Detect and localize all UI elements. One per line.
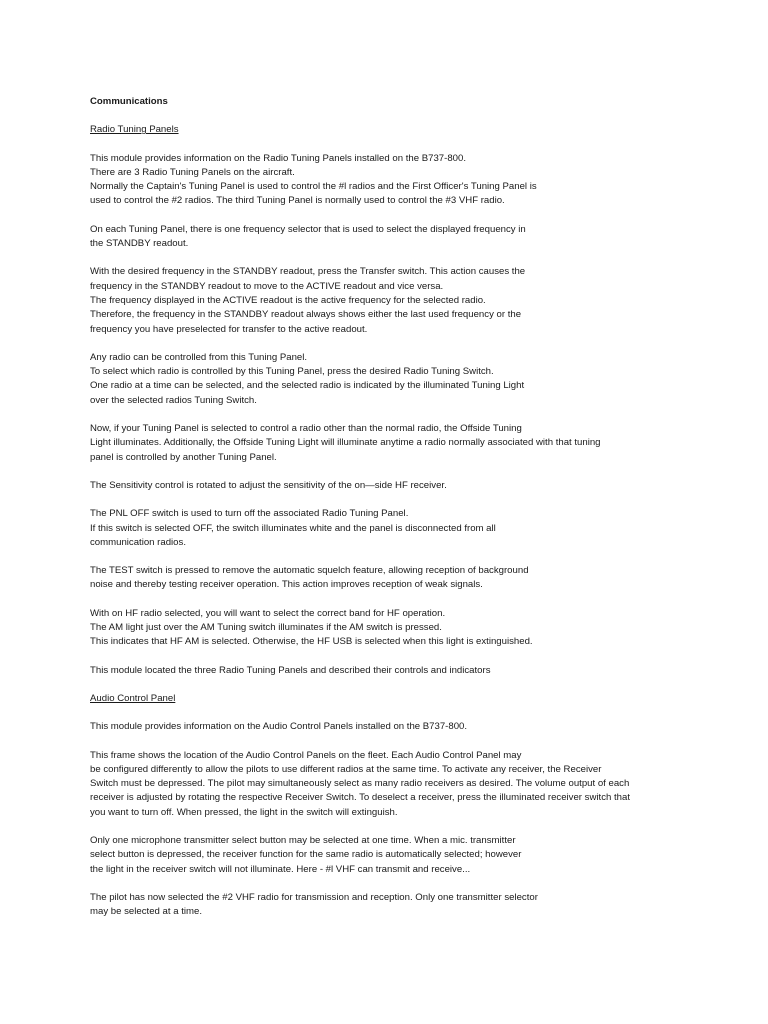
- text-line: the STANDBY readout.: [90, 238, 189, 250]
- text-line: This module provides information on the Audio Control Panels installed on the B737-800.: [90, 721, 468, 733]
- text-line: This frame shows the location of the Audio Control Panels on the fleet. Each Audio Control Panel may: [90, 749, 522, 761]
- text-line: Normally the Captain's Tuning Panel is used to control the #l radios and the First Officer's Tuning Panel is: [90, 181, 537, 193]
- paragraph: [90, 891, 708, 920]
- text-line: be configured differently to allow the pilots to use different radios at the same time. To activate any receiver, the Receiver: [90, 763, 602, 775]
- paragraph: [90, 265, 708, 336]
- paragraph: [90, 507, 708, 550]
- text-line: There are 3 Radio Tuning Panels on the aircraft.: [90, 166, 295, 178]
- document-title: Communications: [90, 96, 168, 107]
- text-line: The PNL OFF switch is used to turn off the associated Radio Tuning Panel.: [90, 508, 409, 520]
- text-line: Light illuminates. Additionally, the Offside Tuning Light will illuminate anytime a radio normally associated with that tuning: [90, 437, 601, 449]
- section-audio-control-panel: [90, 692, 708, 920]
- text-line: The pilot has now selected the #2 VHF radio for transmission and reception. Only one transmitter selector: [90, 891, 538, 903]
- text-line: With the desired frequency in the STANDBY readout, press the Transfer switch. This action causes the: [90, 266, 526, 278]
- paragraph: [90, 223, 708, 252]
- paragraph: [90, 749, 708, 820]
- text-line: communication radios.: [90, 536, 186, 548]
- text-line: The Sensitivity control is rotated to adjust the sensitivity of the on—side HF receiver.: [90, 479, 447, 491]
- section-heading: Audio Control Panel: [90, 692, 176, 704]
- text-line: With on HF radio selected, you will want to select the correct band for HF operation.: [90, 607, 446, 619]
- text-line: Now, if your Tuning Panel is selected to control a radio other than the normal radio, the Offside Tuning: [90, 423, 522, 435]
- text-line: you want to turn off. When pressed, the light in the switch will extinguish.: [90, 806, 398, 818]
- text-line: This module located the three Radio Tuning Panels and described their controls and indicators: [90, 664, 491, 676]
- paragraph: [90, 564, 708, 593]
- text-line: used to control the #2 radios. The third Tuning Panel is normally used to control the #3 VHF radio.: [90, 195, 505, 207]
- text-line: The frequency displayed in the ACTIVE readout is the active frequency for the selected radio.: [90, 294, 486, 306]
- text-line: Switch must be depressed. The pilot may simultaneously select as many radio receivers as desired. The volume output of each: [90, 778, 630, 790]
- text-line: noise and thereby testing receiver operation. This action improves reception of weak signals.: [90, 579, 483, 591]
- text-line: frequency in the STANDBY readout to move to the ACTIVE readout and vice versa.: [90, 280, 444, 292]
- text-line: Any radio can be controlled from this Tuning Panel.: [90, 351, 308, 363]
- text-line: One radio at a time can be selected, and the selected radio is indicated by the illuminated Tuning Light: [90, 380, 525, 392]
- paragraph: [90, 152, 708, 209]
- text-line: over the selected radios Tuning Switch.: [90, 394, 257, 406]
- text-line: the light in the receiver switch will not illuminate. Here - #l VHF can transmit and receive...: [90, 863, 471, 875]
- section-heading: Radio Tuning Panels: [90, 124, 179, 136]
- paragraph: [90, 720, 708, 734]
- paragraph: [90, 834, 708, 877]
- text-line: frequency you have preselected for transfer to the active readout.: [90, 323, 368, 335]
- paragraph: [90, 664, 708, 678]
- text-line: The TEST switch is pressed to remove the automatic squelch feature, allowing reception of background: [90, 565, 529, 577]
- paragraph: [90, 607, 708, 650]
- paragraph: [90, 351, 708, 408]
- text-line: The AM light just over the AM Tuning switch illuminates if the AM switch is pressed.: [90, 622, 442, 634]
- text-line: Therefore, the frequency in the STANDBY readout always shows either the last used frequency or the: [90, 309, 522, 321]
- section-radio-tuning-panels: [90, 123, 708, 678]
- text-line: panel is controlled by another Tuning Panel.: [90, 451, 277, 463]
- text-line: receiver is adjusted by rotating the respective Receiver Switch. To deselect a receiver, press the illuminated receiver switch that: [90, 792, 630, 804]
- text-line: select button is depressed, the receiver function for the same radio is automatically selected; however: [90, 849, 522, 861]
- text-line: may be selected at a time.: [90, 906, 202, 918]
- paragraph: [90, 479, 708, 493]
- text-line: If this switch is selected OFF, the switch illuminates white and the panel is disconnected from all: [90, 522, 496, 534]
- paragraph: [90, 422, 708, 465]
- text-line: This module provides information on the Radio Tuning Panels installed on the B737-800.: [90, 152, 466, 164]
- text-line: This indicates that HF AM is selected. Otherwise, the HF USB is selected when this light is extinguished.: [90, 636, 533, 648]
- text-line: To select which radio is controlled by this Tuning Panel, press the desired Radio Tuning Switch.: [90, 366, 494, 378]
- text-line: Only one microphone transmitter select button may be selected at one time. When a mic. transmitter: [90, 834, 516, 846]
- text-line: On each Tuning Panel, there is one frequency selector that is used to select the displayed frequency in: [90, 223, 526, 235]
